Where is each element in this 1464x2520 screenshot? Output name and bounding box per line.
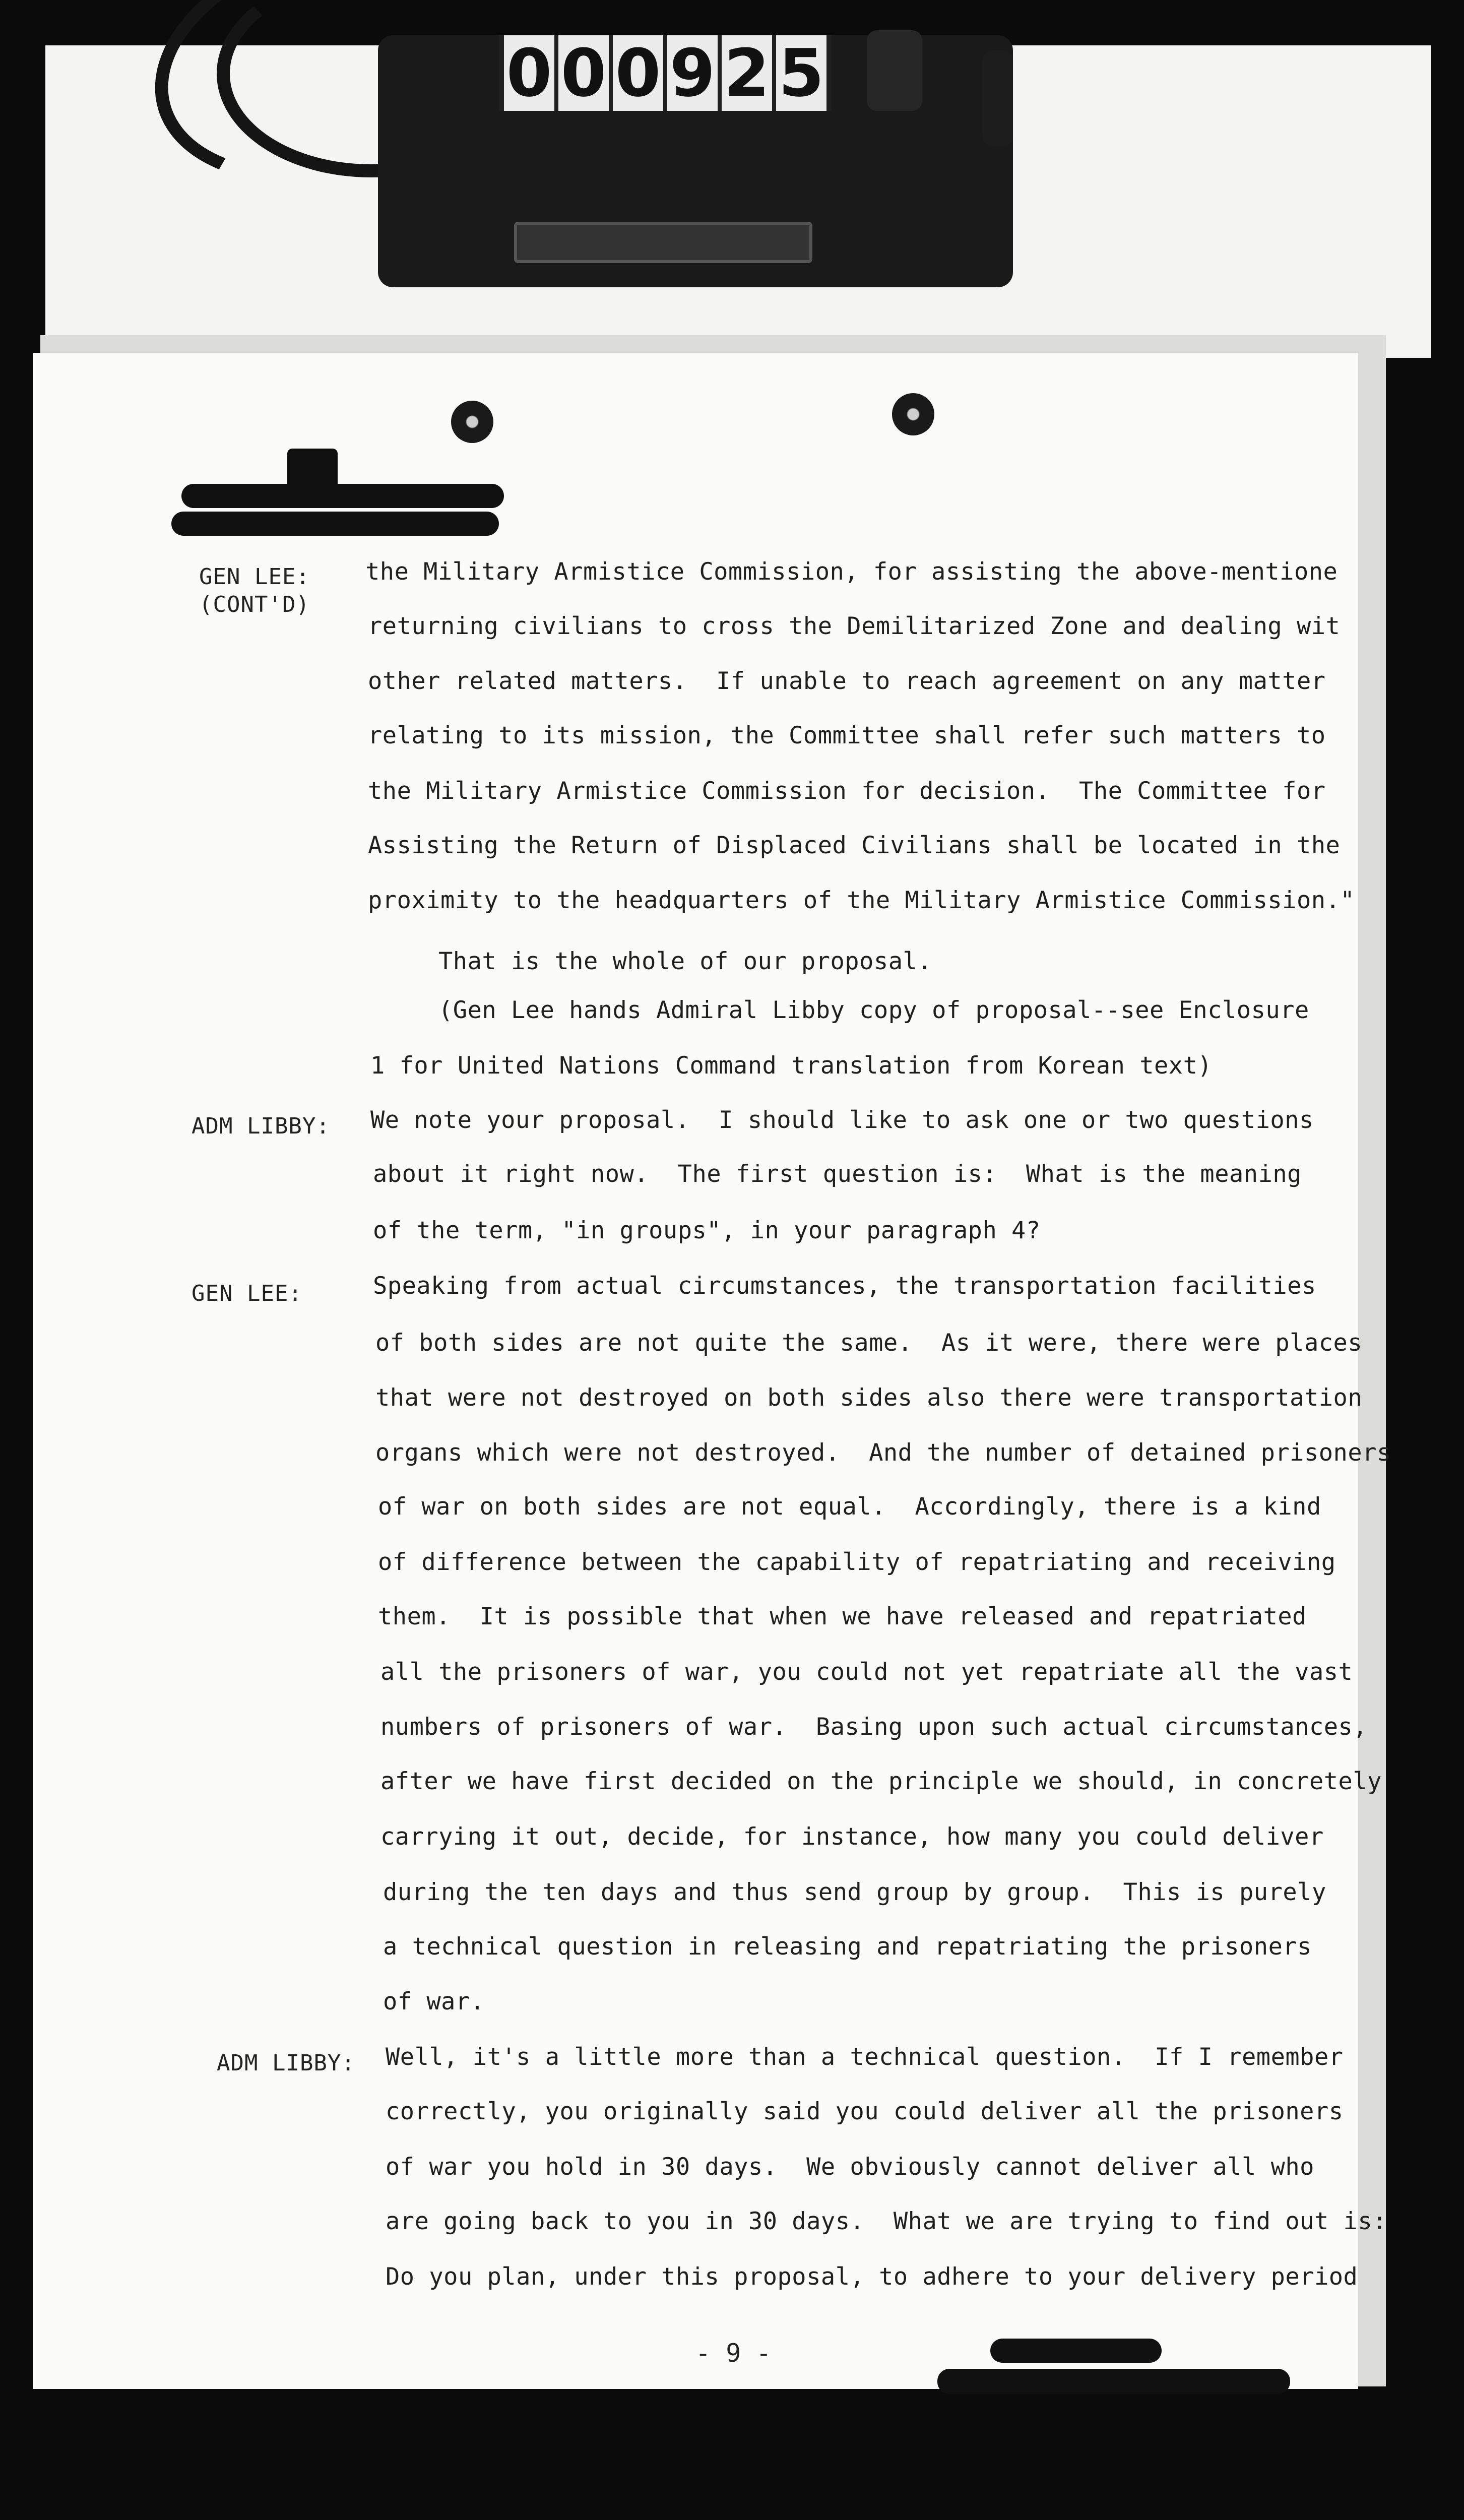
text-line: during the ten days and thus send group by group. This is purely (383, 1878, 1326, 1906)
text-line: other related matters. If unable to reach agreement on any matter (368, 667, 1326, 695)
counter-digit: 0 (558, 35, 609, 111)
text-line: Assisting the Return of Displaced Civilians shall be located in the (368, 832, 1341, 859)
text-line: carrying it out, decide, for instance, how many you could deliver (380, 1823, 1324, 1851)
counter-digit: 2 (722, 35, 772, 111)
speaker-label: GEN LEE: (199, 564, 310, 590)
counter-knob (867, 30, 922, 111)
text-line: organs which were not destroyed. And the number of detained prisoners (375, 1439, 1391, 1467)
redacted-classification (990, 2339, 1162, 2363)
speaker-cont-label: (CONT'D) (199, 592, 310, 617)
speaker-label: ADM LIBBY: (217, 2050, 355, 2076)
punch-hole (451, 401, 493, 443)
text-line: We note your proposal. I should like to ask one or two questions (370, 1106, 1314, 1134)
redacted-classification (287, 449, 338, 489)
redacted-classification (937, 2369, 1290, 2394)
text-line: returning civilians to cross the Demilitarized Zone and dealing wit (368, 612, 1341, 640)
redacted-classification (181, 484, 504, 508)
text-line: of the term, "in groups", in your paragraph 4? (373, 1217, 1041, 1244)
text-line: relating to its mission, the Committee shall refer such matters to (368, 722, 1326, 749)
page-number: - 9 - (695, 2339, 772, 2368)
text-line: of war. (383, 1988, 485, 2015)
speaker-label: GEN LEE: (192, 1281, 302, 1306)
text-line: of both sides are not quite the same. As it were, there were places (375, 1329, 1363, 1357)
text-line: all the prisoners of war, you could not yet repatriate all the vast (380, 1658, 1353, 1686)
redacted-classification (171, 512, 499, 536)
text-line: that were not destroyed on both sides also there were transportation (375, 1384, 1363, 1412)
counter-plate (514, 222, 812, 263)
text-line: after we have first decided on the principle we should, in concretely (380, 1768, 1382, 1795)
text-line: Well, it's a little more than a technical question. If I remember (386, 2043, 1344, 2071)
text-line: them. It is possible that when we have released and repatriated (378, 1603, 1307, 1630)
document-page (33, 353, 1358, 2389)
text-line: a technical question in releasing and repatriating the prisoners (383, 1933, 1312, 1961)
counter-digit: 0 (613, 35, 663, 111)
text-line: Speaking from actual circumstances, the transportation facilities (373, 1272, 1316, 1300)
text-line: 1 for United Nations Command translation from Korean text) (370, 1052, 1213, 1080)
text-line: proximity to the headquarters of the Military Armistice Commission." (368, 887, 1355, 914)
text-line: Do you plan, under this proposal, to adhere to your delivery period (386, 2263, 1358, 2291)
text-line: are going back to you in 30 days. What we are trying to find out is: (386, 2208, 1387, 2235)
counter-knob (983, 50, 1013, 146)
punch-hole (892, 393, 934, 435)
counter-digit: 5 (776, 35, 826, 111)
text-line: (Gen Lee hands Admiral Libby copy of proposal--see Enclosure (438, 996, 1309, 1024)
text-line: the Military Armistice Commission, for assisting the above-mentione (365, 558, 1338, 586)
text-line: correctly, you originally said you could deliver all the prisoners (386, 2098, 1344, 2125)
counter-digit: 0 (504, 35, 554, 111)
text-line: about it right now. The first question is: What is the meaning (373, 1160, 1302, 1188)
text-line: numbers of prisoners of war. Basing upon such actual circumstances, (380, 1713, 1368, 1741)
text-line: of war on both sides are not equal. Accordingly, there is a kind (378, 1493, 1321, 1521)
speaker-label: ADM LIBBY: (192, 1113, 330, 1139)
text-line: of war you hold in 30 days. We obviously cannot deliver all who (386, 2153, 1314, 2181)
text-line: the Military Armistice Commission for decision. The Committee for (368, 777, 1326, 805)
frame-counter-display (499, 35, 832, 111)
text-line: That is the whole of our proposal. (438, 948, 932, 975)
text-line: of difference between the capability of repatriating and receiving (378, 1548, 1336, 1576)
counter-digit: 9 (667, 35, 718, 111)
